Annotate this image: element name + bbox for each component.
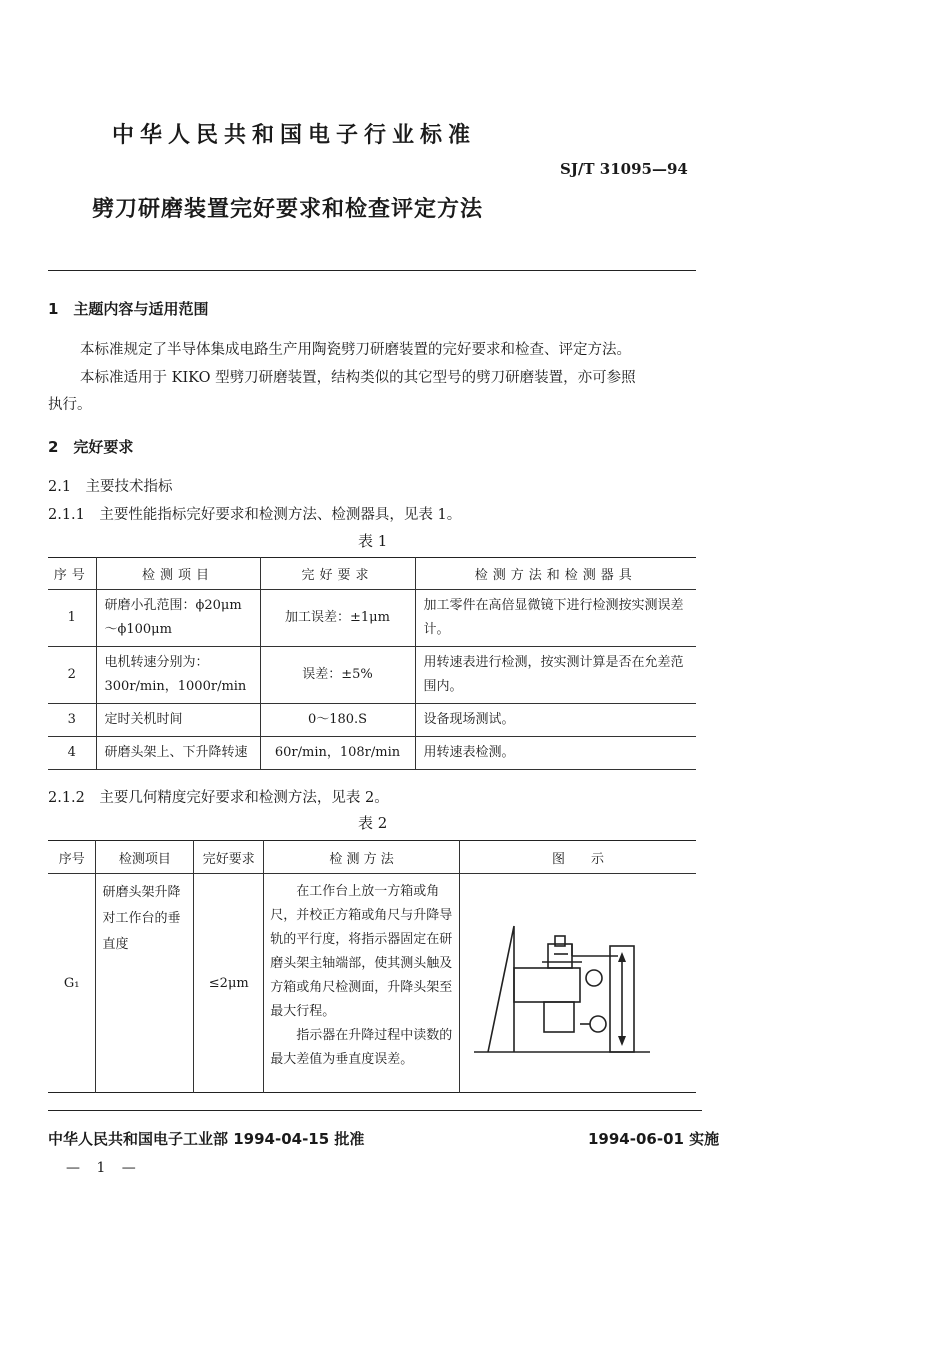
- cell-req: 60r/min，108r/min: [260, 737, 415, 770]
- table-2-header-req: 完好要求: [194, 841, 264, 874]
- cell-method: 设备现场测试。: [415, 704, 696, 737]
- table-2-caption: 表 2: [358, 814, 388, 832]
- table-2-header-item: 检测项目: [96, 841, 194, 874]
- cell-no: G₁: [48, 874, 96, 1093]
- table-1-header-item: 检测项目: [96, 558, 260, 590]
- cell-method: [264, 874, 460, 1093]
- cell-item: 定时关机时间: [96, 704, 260, 737]
- section-1-para-2-cont: 执行。: [48, 397, 92, 413]
- cell-method: 用转速表检测。: [415, 737, 696, 770]
- angle-square-shape: [488, 926, 514, 1052]
- table-1-header-no: 序号: [48, 558, 96, 590]
- table-1-header-method: 检测方法和检测器具: [415, 558, 696, 590]
- arrow-down-icon: [618, 1036, 626, 1046]
- section-1-para-1: 本标准规定了半导体集成电路生产用陶瓷劈刀研磨装置的完好要求和检查、评定方法。: [80, 342, 631, 358]
- cell-method: 加工零件在高倍显微镜下进行检测按实测误差计。: [415, 590, 696, 647]
- subsection-2-1-2: 2.1.2 主要几何精度完好要求和检测方法，见表 2。: [48, 790, 389, 806]
- cell-diagram: [459, 874, 696, 1093]
- table-2-header-diagram: 图 示: [459, 841, 696, 874]
- page-number: — 1 —: [66, 1160, 142, 1176]
- footer-divider: [48, 1110, 702, 1111]
- implementation-text: 1994-06-01 实施: [588, 1130, 720, 1148]
- table-2-header-no: 序号: [48, 841, 96, 874]
- subsection-2-1-1: 2.1.1 主要性能指标完好要求和检测方法、检测器具，见表 1。: [48, 507, 462, 523]
- section-1-heading: 1 主题内容与适用范围: [48, 300, 209, 318]
- table-2: [48, 840, 696, 1093]
- table-2-header-row: [48, 841, 696, 874]
- standard-title: 中华人民共和国电子行业标准: [112, 123, 477, 148]
- method-paragraph-2: 指示器在升降过程中读数的最大差值为垂直度误差。: [270, 1028, 453, 1067]
- standard-code: SJ/T 31095—94: [560, 160, 688, 178]
- cell-req: 误差：±5%: [260, 647, 415, 704]
- section-2-heading: 2 完好要求: [48, 438, 134, 456]
- table-1: [48, 557, 696, 770]
- indicator-lower-icon: [590, 1016, 606, 1032]
- table-row: [48, 704, 696, 737]
- document-title: 劈刀研磨装置完好要求和检查评定方法: [92, 197, 484, 222]
- cell-no: 4: [48, 737, 96, 770]
- table-row: [48, 874, 696, 1093]
- cell-method: 用转速表进行检测，按实测计算是否在允差范围内。: [415, 647, 696, 704]
- table-row: [48, 590, 696, 647]
- cell-no: 1: [48, 590, 96, 647]
- table-1-caption: 表 1: [358, 532, 388, 550]
- cell-no: 2: [48, 647, 96, 704]
- grinding-head: [514, 968, 580, 1002]
- table-row: [48, 647, 696, 704]
- subsection-2-1: 2.1 主要技术指标: [48, 479, 173, 495]
- indicator-upper-icon: [586, 970, 602, 986]
- table-2-header-method: 检 测 方 法: [264, 841, 460, 874]
- perpendicularity-diagram: [460, 874, 696, 1088]
- cell-item: 电机转速分别为：300r/min，1000r/min: [96, 647, 260, 704]
- section-1-para-2: 本标准适用于 KIKO 型劈刀研磨装置，结构类似的其它型号的劈刀研磨装置，亦可参照: [80, 370, 636, 386]
- approval-text: 中华人民共和国电子工业部 1994-04-15 批准: [48, 1130, 365, 1148]
- spindle-upper: [548, 944, 572, 968]
- column-lower: [544, 1002, 574, 1032]
- header-divider: [48, 270, 696, 271]
- cell-item: 研磨头架上、下升降转速: [96, 737, 260, 770]
- table-row: [48, 737, 696, 770]
- table-1-header-req: 完好要求: [260, 558, 415, 590]
- cell-req: ≤2μm: [194, 874, 264, 1093]
- arrow-up-icon: [618, 952, 626, 962]
- cell-item: 研磨小孔范围：ϕ20μm～ϕ100μm: [96, 590, 260, 647]
- cell-req: 加工误差：±1μm: [260, 590, 415, 647]
- method-paragraph-1: 在工作台上放一方箱或角尺，并校正方箱或角尺与升降导轨的平行度，将指示器固定在研磨头架主轴端部，使其测头触及方箱或角尺检测面，升降头架至最大行程。: [270, 884, 453, 1019]
- table-1-header-row: [48, 558, 696, 590]
- cell-no: 3: [48, 704, 96, 737]
- cell-req: 0～180.S: [260, 704, 415, 737]
- cell-item: 研磨头架升降对工作台的垂直度: [96, 874, 194, 1093]
